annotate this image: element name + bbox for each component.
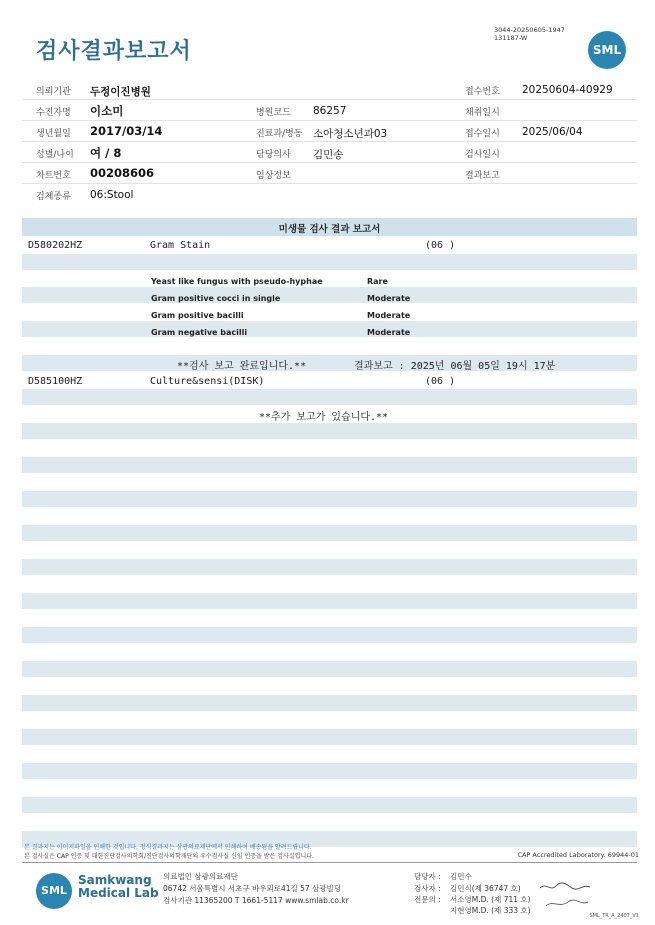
page-title: 검사결과보고서 [36, 39, 192, 64]
document-id-line2: 131187-W [494, 34, 528, 42]
org-name: 의료법인 삼광의료재단 [163, 872, 238, 881]
org-address: 06742 서울특별시 서초구 바우뫼로41길 57 삼광빌딩 [163, 884, 342, 893]
value-patient-name: 이소미 [90, 104, 124, 118]
info-row [22, 184, 637, 204]
row-band [22, 287, 637, 303]
sml-footer-logo: SML [36, 873, 72, 909]
label-sex-age: 성별/나이 [36, 150, 74, 160]
row-band [22, 525, 637, 541]
value-sex-age: 여 / 8 [90, 146, 122, 160]
brand-name-line1: Samkwang [78, 873, 152, 887]
value-requester: 두정이진병원 [90, 86, 151, 98]
org-contact: 검사기관 11365200 T 1661-5117 www.smlab.co.kr [163, 896, 349, 905]
label-receipt-date: 접수일시 [465, 129, 500, 139]
staff-role: 검사자 : [414, 884, 441, 893]
result-organism: Gram negative bacilli [151, 328, 248, 337]
value-doctor: 김민송 [313, 149, 344, 161]
row-band [22, 695, 637, 711]
staff-role: 전문의 : [414, 895, 441, 904]
test-name: Culture&sensi(DISK) [150, 376, 265, 387]
footer-divider [22, 862, 637, 863]
notice-print: 본 결과지는 이미지파일을 인쇄한 것입니다. 정식결과지는 삼광의료재단에서 인쇄하여 배송됨을 알려드립니다. [24, 844, 312, 851]
result-organism: Gram positive cocci in single [151, 294, 281, 303]
row-band [22, 423, 637, 439]
label-result-report: 결과보고 [465, 171, 500, 181]
result-organism: Gram positive bacilli [151, 311, 244, 320]
label-requester: 의뢰기관 [36, 87, 71, 97]
row-band [22, 254, 637, 270]
row-band [22, 627, 637, 643]
brand-name [78, 874, 159, 900]
staff-name: 김민수 [450, 872, 472, 881]
document-id [494, 26, 565, 42]
additional-report-message: **추가 보고가 있습니다.** [259, 412, 389, 423]
label-hospital-code: 병원코드 [256, 108, 291, 118]
notice-certification: 본 검사실은 CAP 인증 및 대한진단검사의학회/진단검사의학재단의 우수검사실 신임 인증을 받은 검사실입니다. [24, 853, 314, 860]
value-receipt-date: 2025/06/04 [522, 126, 583, 138]
result-amount: Moderate [367, 328, 411, 337]
info-row [22, 142, 637, 163]
row-band [22, 661, 637, 677]
cap-accreditation: CAP Accredited Laboratory. 69944-01 [517, 851, 639, 859]
label-birth-date: 생년월일 [36, 129, 71, 139]
result-amount: Moderate [367, 294, 411, 303]
value-hospital-code: 86257 [313, 105, 347, 117]
label-doctor: 담당의사 [256, 150, 291, 160]
result-amount: Moderate [367, 311, 411, 320]
report-complete-message: **검사 보고 완료입니다.** [177, 361, 307, 372]
result-organism: Yeast like fungus with pseudo-hyphae [151, 277, 323, 286]
info-row [22, 121, 637, 142]
section-title: 미생물 검사 결과 보고서 [278, 224, 381, 235]
row-band [22, 389, 637, 405]
value-receipt-no: 20250604-40929 [522, 84, 613, 96]
row-band [22, 763, 637, 779]
test-code: D585100HZ [28, 376, 83, 387]
value-specimen: 06:Stool [90, 189, 134, 201]
test-name: Gram Stain [150, 240, 211, 251]
brand-name-line2: Medical Lab [78, 886, 159, 900]
test-specimen: (06 ) [425, 240, 456, 251]
row-band [22, 491, 637, 507]
report-timestamp: 결과보고 : 2025년 06월 05일 19시 17분 [354, 361, 556, 372]
staff-name: 지현영M.D. (제 333 호) [450, 906, 531, 915]
signature-image [538, 878, 594, 914]
label-receipt-no: 접수번호 [465, 87, 500, 97]
row-band [22, 729, 637, 745]
document-id-line1: 3044-20250605-1947 [494, 26, 565, 34]
label-chart-no: 차트번호 [36, 171, 71, 181]
row-band [22, 321, 637, 337]
row-band [22, 593, 637, 609]
label-collection-date: 채취일시 [465, 108, 500, 118]
value-department: 소아청소년과03 [313, 128, 388, 140]
label-specimen: 검체종류 [36, 192, 71, 202]
form-code: SML_TR_A_2407_V1 [589, 913, 639, 919]
row-band [22, 559, 637, 575]
staff-role: 담당자 : [414, 872, 441, 881]
label-patient-name: 수진자명 [36, 108, 71, 118]
label-clinical-info: 임상정보 [256, 171, 291, 181]
value-birth-date: 2017/03/14 [90, 124, 163, 138]
staff-name: 김민식(제 36747 호) [450, 884, 521, 893]
row-band [22, 457, 637, 473]
result-amount: Rare [367, 277, 388, 286]
label-department: 진료과/병동 [256, 129, 303, 139]
info-row [22, 100, 637, 121]
staff-name: 서소영M.D. (제 711 호) [450, 895, 531, 904]
row-band [22, 797, 637, 813]
test-code: D580202HZ [28, 240, 83, 251]
label-test-date: 검사일시 [465, 150, 500, 160]
info-row [22, 79, 637, 100]
test-specimen: (06 ) [425, 376, 456, 387]
value-chart-no: 00208606 [90, 166, 155, 180]
sml-logo: SML [588, 31, 626, 69]
info-row [22, 163, 637, 184]
